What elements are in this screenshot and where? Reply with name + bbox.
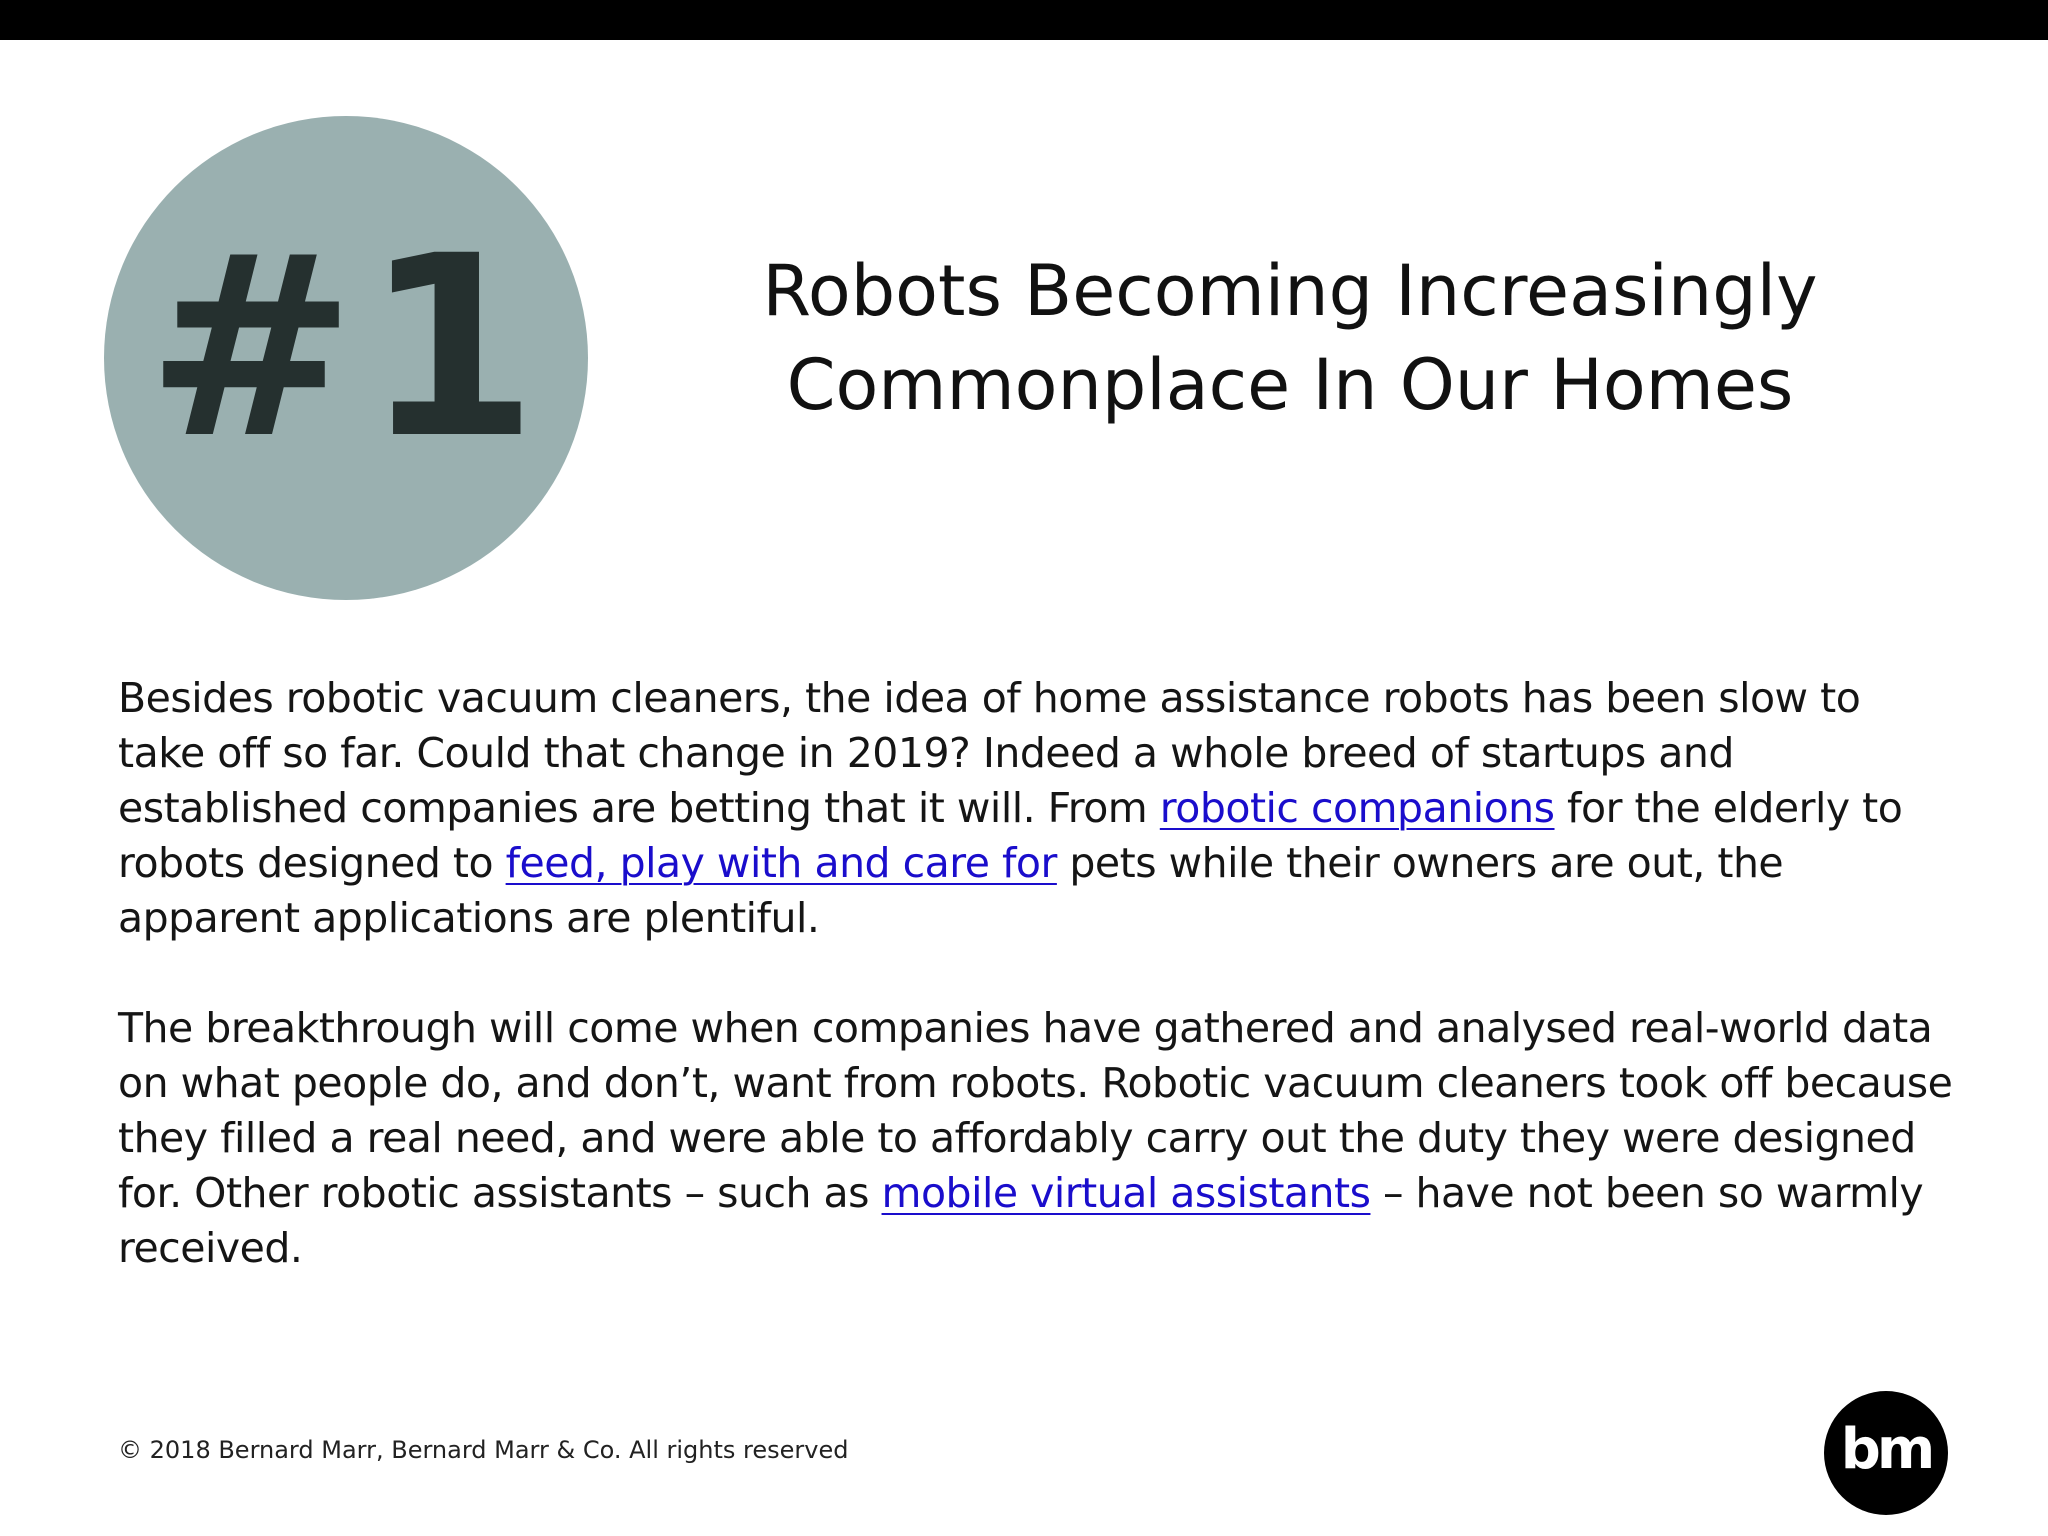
copyright-footer: © 2018 Bernard Marr, Bernard Marr & Co. All rights reserved (118, 1436, 849, 1464)
badge-number: #1 (146, 202, 546, 493)
body-text (118, 671, 1958, 1276)
bm-logo-text: bm (1840, 1417, 1932, 1482)
pet-care-link[interactable]: feed, play with and care for (505, 839, 1057, 887)
paragraph-1 (118, 671, 1958, 946)
title-line-2: Commonplace In Our Homes (786, 344, 1794, 426)
slide-title (690, 244, 1890, 432)
title-line-1: Robots Becoming Increasingly (762, 250, 1818, 332)
paragraph-1-text-b: for the elderly to robots designed to (118, 784, 1903, 887)
number-badge (104, 116, 588, 600)
robotic-companions-link[interactable]: robotic companions (1159, 784, 1555, 832)
paragraph-2 (118, 1001, 1958, 1276)
bm-logo (1824, 1391, 1948, 1515)
top-bar (0, 0, 2048, 40)
paragraph-1-text-c: pets while their owners are out, the apparent applications are plentiful. (118, 839, 1784, 942)
mobile-virtual-assistants-link[interactable]: mobile virtual assistants (881, 1169, 1371, 1217)
paragraph-2-text-b: – have not been so warmly received. (118, 1169, 1924, 1272)
paragraph-1-text-a: Besides robotic vacuum cleaners, the idea of home assistance robots has been slow to take off so far. Could that change in 2019? Indeed a whole breed of startups and established companies are betting that it will. From (118, 674, 1861, 832)
paragraph-2-text-a: The breakthrough will come when companies have gathered and analysed real-world data on what people do, and don’t, want from robots. Robotic vacuum cleaners took off because they filled a real need, and were able to affordably carry out the duty they were designed for. Other robotic assistants – such as (118, 1004, 1953, 1217)
